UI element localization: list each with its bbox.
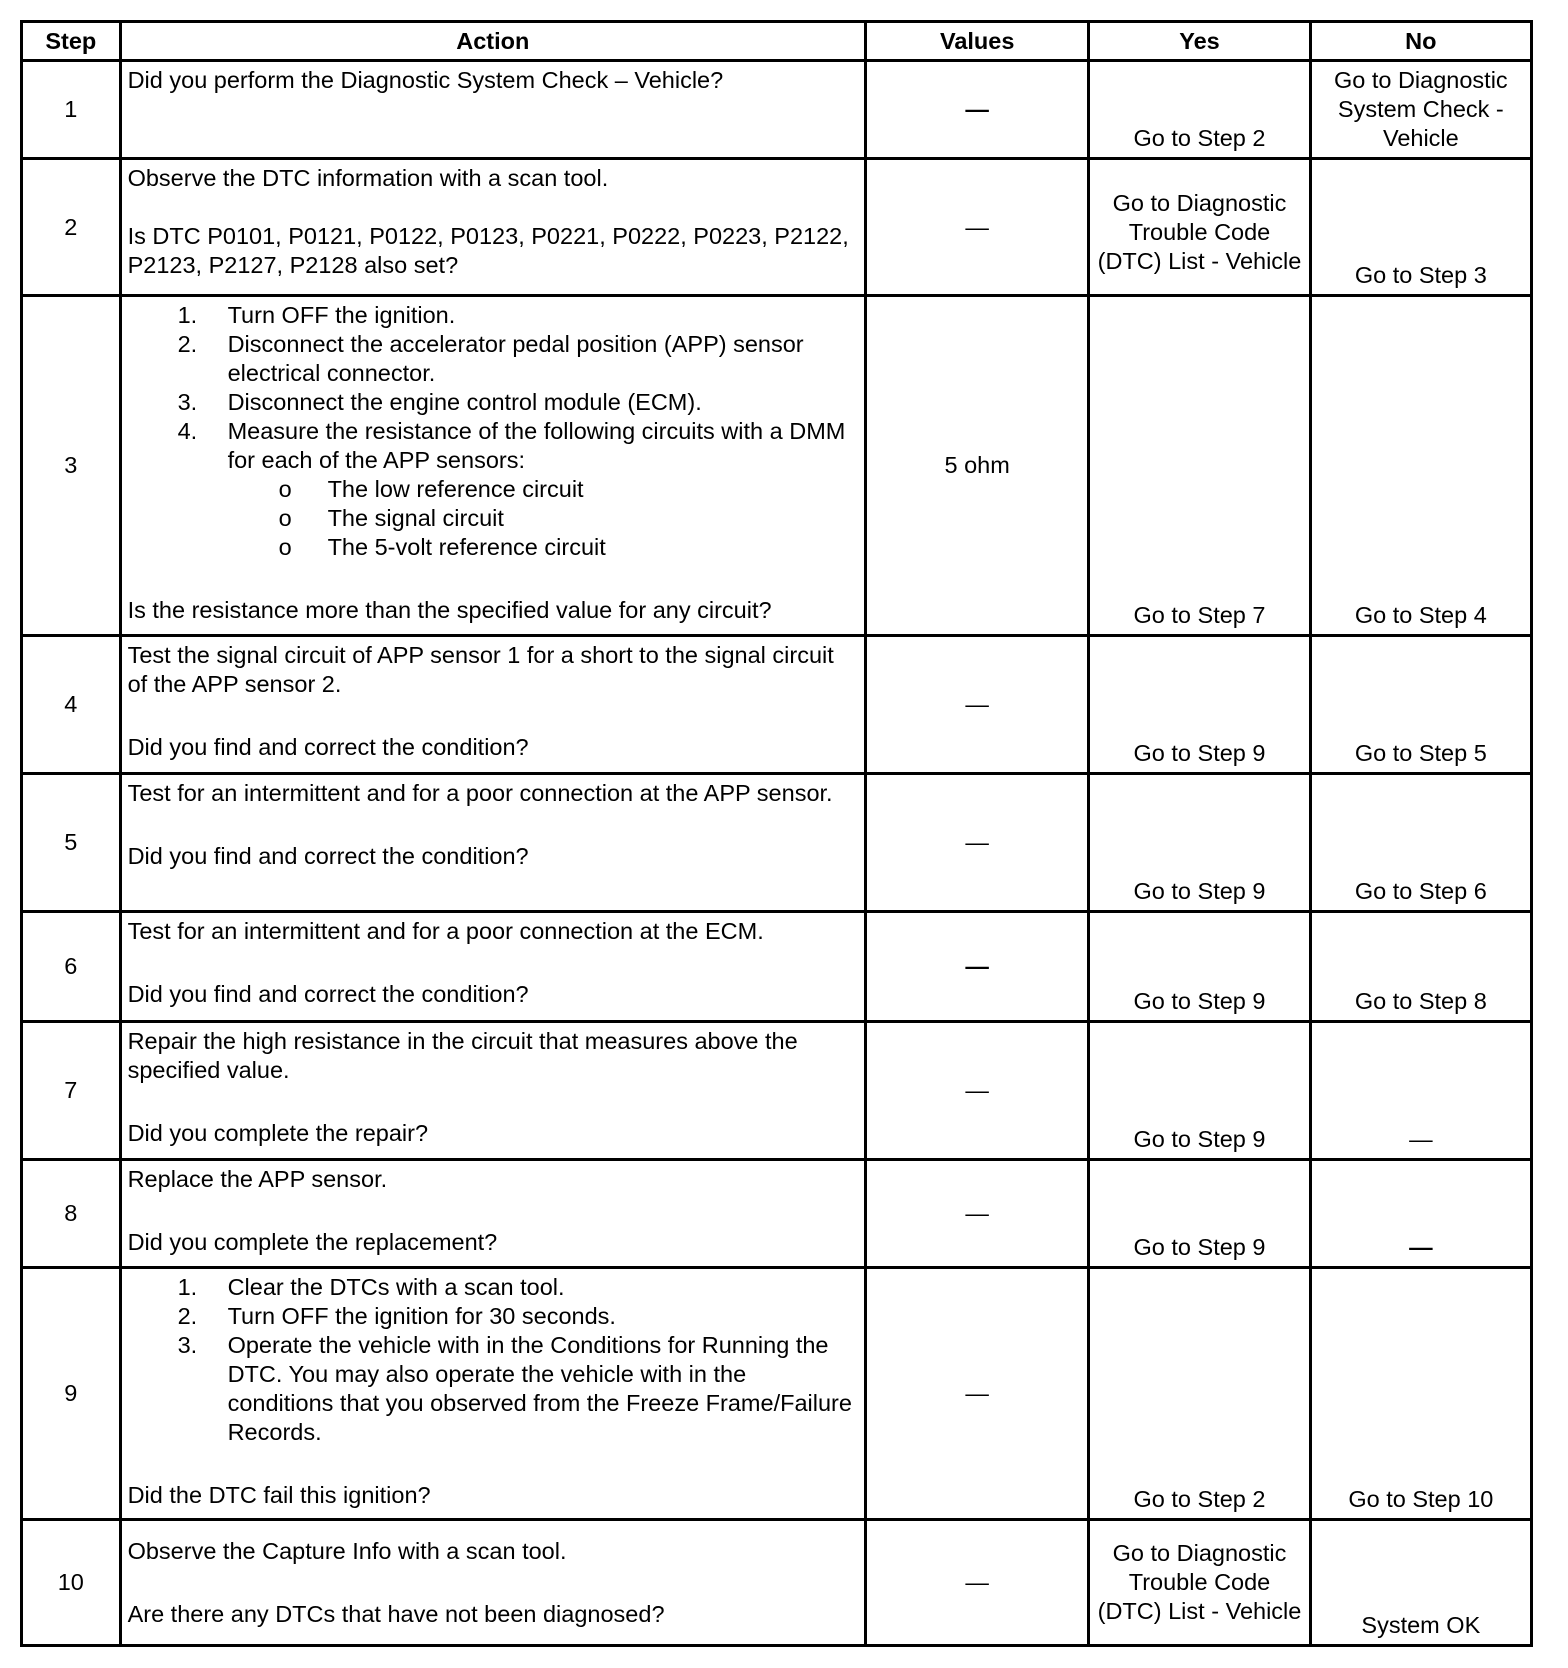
step-number: 4 bbox=[22, 636, 121, 774]
list-item: 3. Operate the vehicle with in the Conditions for Running the DTC. You may also operate the vehicle with in the conditions that you observed from the Freeze Frame/Failure Records. bbox=[177, 1332, 852, 1445]
action-cell bbox=[120, 912, 865, 1022]
step-number: 1 bbox=[22, 61, 121, 159]
header-row bbox=[22, 22, 1532, 61]
no-cell: Go to Step 10 bbox=[1310, 1268, 1531, 1520]
no-cell: Go to Step 3 bbox=[1310, 159, 1531, 296]
action-question: Did you complete the replacement? bbox=[127, 1229, 498, 1255]
values-cell: — bbox=[866, 159, 1089, 296]
table-row bbox=[22, 636, 1532, 774]
values-cell: — bbox=[866, 1022, 1089, 1160]
action-question: Did you find and correct the condition? bbox=[127, 981, 529, 1007]
step-number: 9 bbox=[22, 1268, 121, 1520]
action-question: Did you find and correct the condition? bbox=[127, 734, 529, 760]
action-question: Are there any DTCs that have not been diagnosed? bbox=[127, 1600, 665, 1627]
list-item: 4. Measure the resistance of the following circuits with a DMM for each of the APP sensors: bbox=[177, 418, 846, 473]
values-cell: — bbox=[866, 1520, 1089, 1646]
numbered-steps bbox=[128, 1273, 858, 1447]
action-text: Observe the DTC information with a scan tool. bbox=[127, 165, 609, 191]
action-cell bbox=[120, 61, 865, 159]
action-cell bbox=[120, 1160, 865, 1268]
yes-cell: Go to Diagnostic Trouble Code (DTC) List - Vehicle bbox=[1089, 159, 1310, 296]
header-yes: Yes bbox=[1089, 22, 1310, 61]
yes-cell: Go to Step 9 bbox=[1089, 1160, 1310, 1268]
table-row bbox=[22, 912, 1532, 1022]
action-cell bbox=[120, 159, 865, 296]
action-question: Did you find and correct the condition? bbox=[127, 843, 529, 869]
table-row bbox=[22, 1268, 1532, 1520]
list-item: o The low reference circuit bbox=[278, 476, 584, 502]
no-cell: — bbox=[1310, 1160, 1531, 1268]
values-cell: 5 ohm bbox=[866, 296, 1089, 636]
action-text: Test the signal circuit of APP sensor 1 for a short to the signal circuit of the APP sensor 2. bbox=[127, 642, 834, 697]
table-row bbox=[22, 774, 1532, 912]
action-cell bbox=[120, 774, 865, 912]
yes-cell: Go to Step 9 bbox=[1089, 636, 1310, 774]
table-row bbox=[22, 1160, 1532, 1268]
action-cell bbox=[120, 1520, 865, 1646]
step-number: 5 bbox=[22, 774, 121, 912]
list-item: 1. Turn OFF the ignition. bbox=[177, 302, 456, 328]
no-cell: — bbox=[1310, 1022, 1531, 1160]
no-cell: System OK bbox=[1310, 1520, 1531, 1646]
header-no: No bbox=[1310, 22, 1531, 61]
list-item: 1. Clear the DTCs with a scan tool. bbox=[177, 1274, 565, 1300]
action-cell bbox=[120, 1022, 865, 1160]
step-number: 2 bbox=[22, 159, 121, 296]
table-row bbox=[22, 1520, 1532, 1646]
action-question: Is DTC P0101, P0121, P0122, P0123, P0221, P0222, P0223, P2122, P2123, P2127, P2128 also set? bbox=[127, 223, 849, 278]
action-question: Did you complete the repair? bbox=[127, 1120, 429, 1146]
action-cell bbox=[120, 636, 865, 774]
values-cell: — bbox=[866, 774, 1089, 912]
yes-cell: Go to Step 2 bbox=[1089, 61, 1310, 159]
list-item: o The signal circuit bbox=[278, 505, 504, 531]
action-text: Test for an intermittent and for a poor connection at the ECM. bbox=[127, 918, 764, 944]
no-cell: Go to Step 5 bbox=[1310, 636, 1531, 774]
action-cell bbox=[120, 296, 865, 636]
step-number: 7 bbox=[22, 1022, 121, 1160]
yes-cell: Go to Diagnostic Trouble Code (DTC) List - Vehicle bbox=[1089, 1520, 1310, 1646]
action-text: Test for an intermittent and for a poor connection at the APP sensor. bbox=[127, 780, 833, 806]
step-number: 6 bbox=[22, 912, 121, 1022]
action-text: Replace the APP sensor. bbox=[127, 1166, 388, 1192]
values-cell: — bbox=[866, 61, 1089, 159]
yes-cell: Go to Step 9 bbox=[1089, 1022, 1310, 1160]
no-cell: Go to Diagnostic System Check - Vehicle bbox=[1310, 61, 1531, 159]
values-cell: — bbox=[866, 636, 1089, 774]
table-row bbox=[22, 159, 1532, 296]
action-text: Did you perform the Diagnostic System Check – Vehicle? bbox=[127, 67, 724, 93]
action-question: Did the DTC fail this ignition? bbox=[127, 1482, 431, 1508]
numbered-steps bbox=[128, 301, 858, 475]
no-cell: Go to Step 4 bbox=[1310, 296, 1531, 636]
step-number: 3 bbox=[22, 296, 121, 636]
table-row bbox=[22, 296, 1532, 636]
yes-cell: Go to Step 9 bbox=[1089, 774, 1310, 912]
diagnostic-table bbox=[20, 20, 1533, 1647]
values-cell: — bbox=[866, 1160, 1089, 1268]
step-number: 10 bbox=[22, 1520, 121, 1646]
action-text: Repair the high resistance in the circuit that measures above the specified value. bbox=[127, 1028, 798, 1083]
action-question: Is the resistance more than the specified value for any circuit? bbox=[127, 597, 772, 623]
yes-cell: Go to Step 7 bbox=[1089, 296, 1310, 636]
action-cell bbox=[120, 1268, 865, 1520]
no-cell: Go to Step 8 bbox=[1310, 912, 1531, 1022]
list-item: 2. Disconnect the accelerator pedal position (APP) sensor electrical connector. bbox=[177, 331, 804, 386]
no-cell: Go to Step 6 bbox=[1310, 774, 1531, 912]
header-values: Values bbox=[866, 22, 1089, 61]
table-row bbox=[22, 61, 1532, 159]
action-text: Observe the Capture Info with a scan tool. bbox=[127, 1537, 567, 1564]
list-item: 2. Turn OFF the ignition for 30 seconds. bbox=[177, 1303, 616, 1329]
yes-cell: Go to Step 9 bbox=[1089, 912, 1310, 1022]
table-row bbox=[22, 1022, 1532, 1160]
circuit-list bbox=[128, 475, 858, 562]
step-number: 8 bbox=[22, 1160, 121, 1268]
list-item: 3. Disconnect the engine control module (ECM). bbox=[177, 389, 702, 415]
list-item: o The 5-volt reference circuit bbox=[278, 534, 606, 560]
header-step: Step bbox=[22, 22, 121, 61]
header-action: Action bbox=[120, 22, 865, 61]
yes-cell: Go to Step 2 bbox=[1089, 1268, 1310, 1520]
values-cell: — bbox=[866, 1268, 1089, 1520]
values-cell: — bbox=[866, 912, 1089, 1022]
